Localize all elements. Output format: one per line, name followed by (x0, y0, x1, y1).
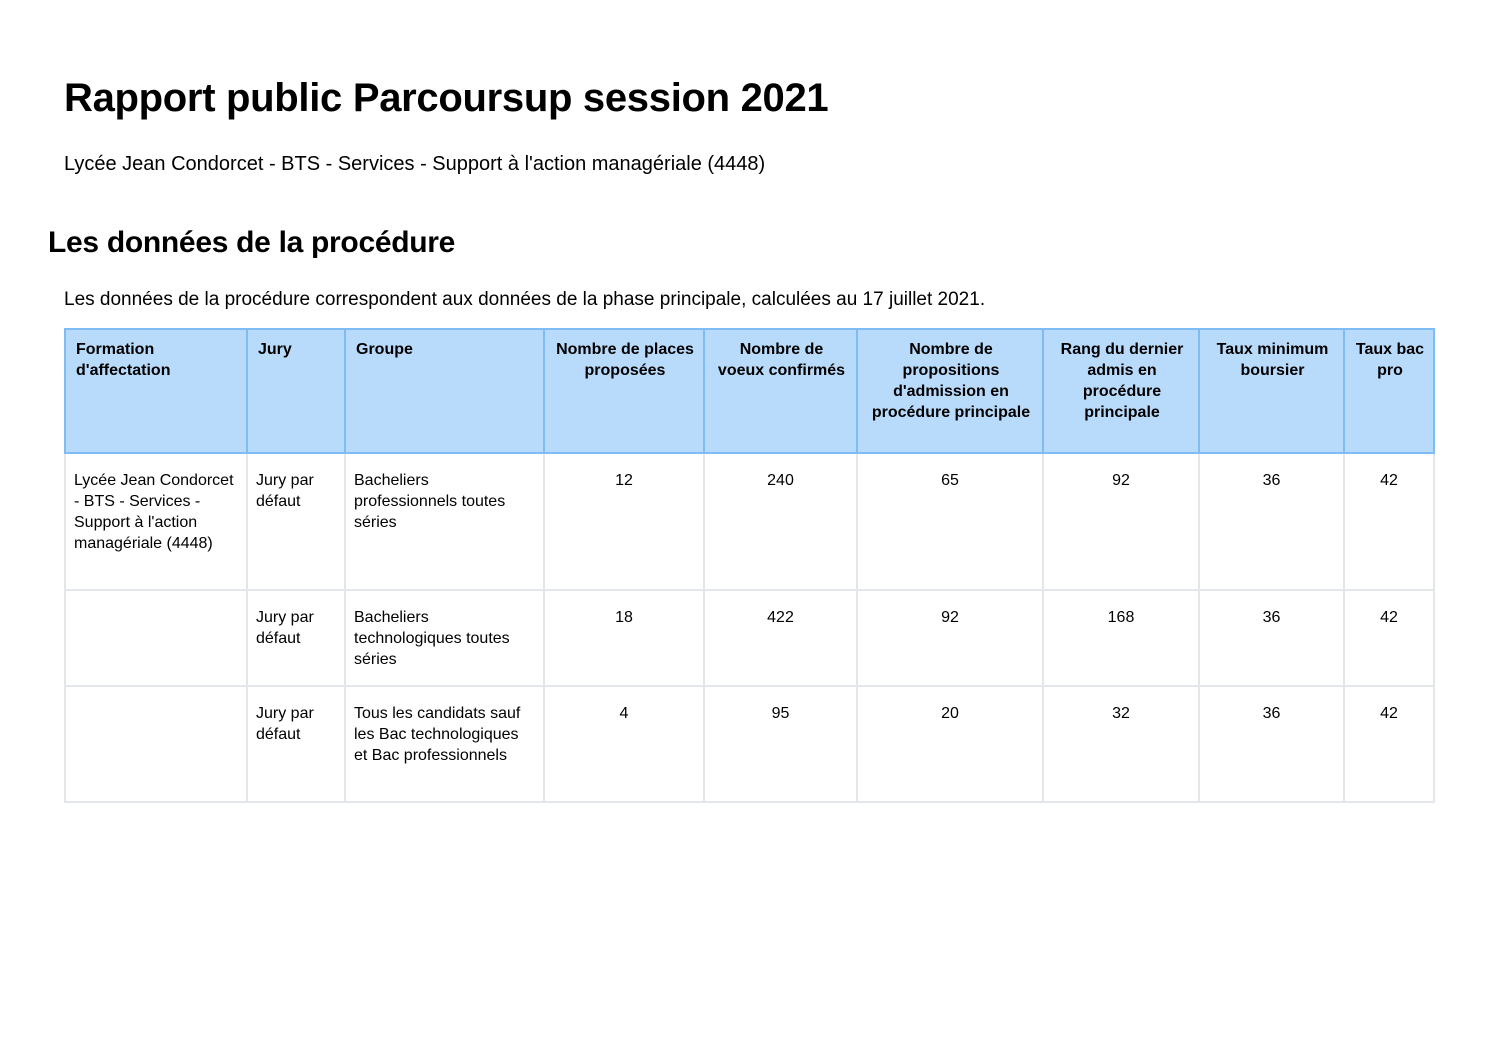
cell-jury: Jury par défaut (247, 453, 345, 590)
column-header-rang: Rang du dernier admis en procédure principale (1043, 329, 1199, 453)
cell-voeux: 95 (704, 686, 857, 802)
cell-formation (65, 590, 247, 686)
section-intro: Les données de la procédure correspondent aux données de la phase principale, calculées au 17 juillet 2021. (64, 289, 986, 310)
cell-jury: Jury par défaut (247, 686, 345, 802)
page-title: Rapport public Parcoursup session 2021 (64, 76, 829, 120)
table-row (65, 686, 1434, 802)
cell-taux-bac-pro: 42 (1344, 686, 1434, 802)
cell-taux-boursier: 36 (1199, 590, 1344, 686)
column-header-jury: Jury (247, 329, 345, 453)
page-subtitle: Lycée Jean Condorcet - BTS - Services - Support à l'action managériale (4448) (64, 153, 766, 175)
cell-taux-boursier: 36 (1199, 686, 1344, 802)
column-header-voeux: Nombre de voeux confirmés (704, 329, 857, 453)
table-row (65, 453, 1434, 590)
cell-formation (65, 686, 247, 802)
cell-places: 4 (544, 686, 704, 802)
cell-groupe: Tous les candidats sauf les Bac technologiques et Bac professionnels (345, 686, 544, 802)
cell-rang: 32 (1043, 686, 1199, 802)
column-header-taux-boursier: Taux minimum boursier (1199, 329, 1344, 453)
cell-places: 12 (544, 453, 704, 590)
cell-taux-bac-pro: 42 (1344, 590, 1434, 686)
cell-jury: Jury par défaut (247, 590, 345, 686)
column-header-places: Nombre de places proposées (544, 329, 704, 453)
cell-propositions: 92 (857, 590, 1043, 686)
cell-groupe: Bacheliers technologiques toutes séries (345, 590, 544, 686)
cell-formation: Lycée Jean Condorcet - BTS - Services - Support à l'action managériale (4448) (65, 453, 247, 590)
column-header-formation: Formation d'affectation (65, 329, 247, 453)
table-header-row (65, 329, 1434, 453)
cell-places: 18 (544, 590, 704, 686)
column-header-groupe: Groupe (345, 329, 544, 453)
cell-groupe: Bacheliers professionnels toutes séries (345, 453, 544, 590)
cell-propositions: 65 (857, 453, 1043, 590)
cell-voeux: 240 (704, 453, 857, 590)
section-title: Les données de la procédure (48, 226, 456, 259)
cell-rang: 92 (1043, 453, 1199, 590)
column-header-taux-bac-pro: Taux bac pro (1344, 329, 1434, 453)
cell-taux-boursier: 36 (1199, 453, 1344, 590)
cell-propositions: 20 (857, 686, 1043, 802)
cell-voeux: 422 (704, 590, 857, 686)
cell-taux-bac-pro: 42 (1344, 453, 1434, 590)
column-header-propositions: Nombre de propositions d'admission en procédure principale (857, 329, 1043, 453)
table-row (65, 590, 1434, 686)
cell-rang: 168 (1043, 590, 1199, 686)
procedure-data-table (64, 328, 1435, 803)
